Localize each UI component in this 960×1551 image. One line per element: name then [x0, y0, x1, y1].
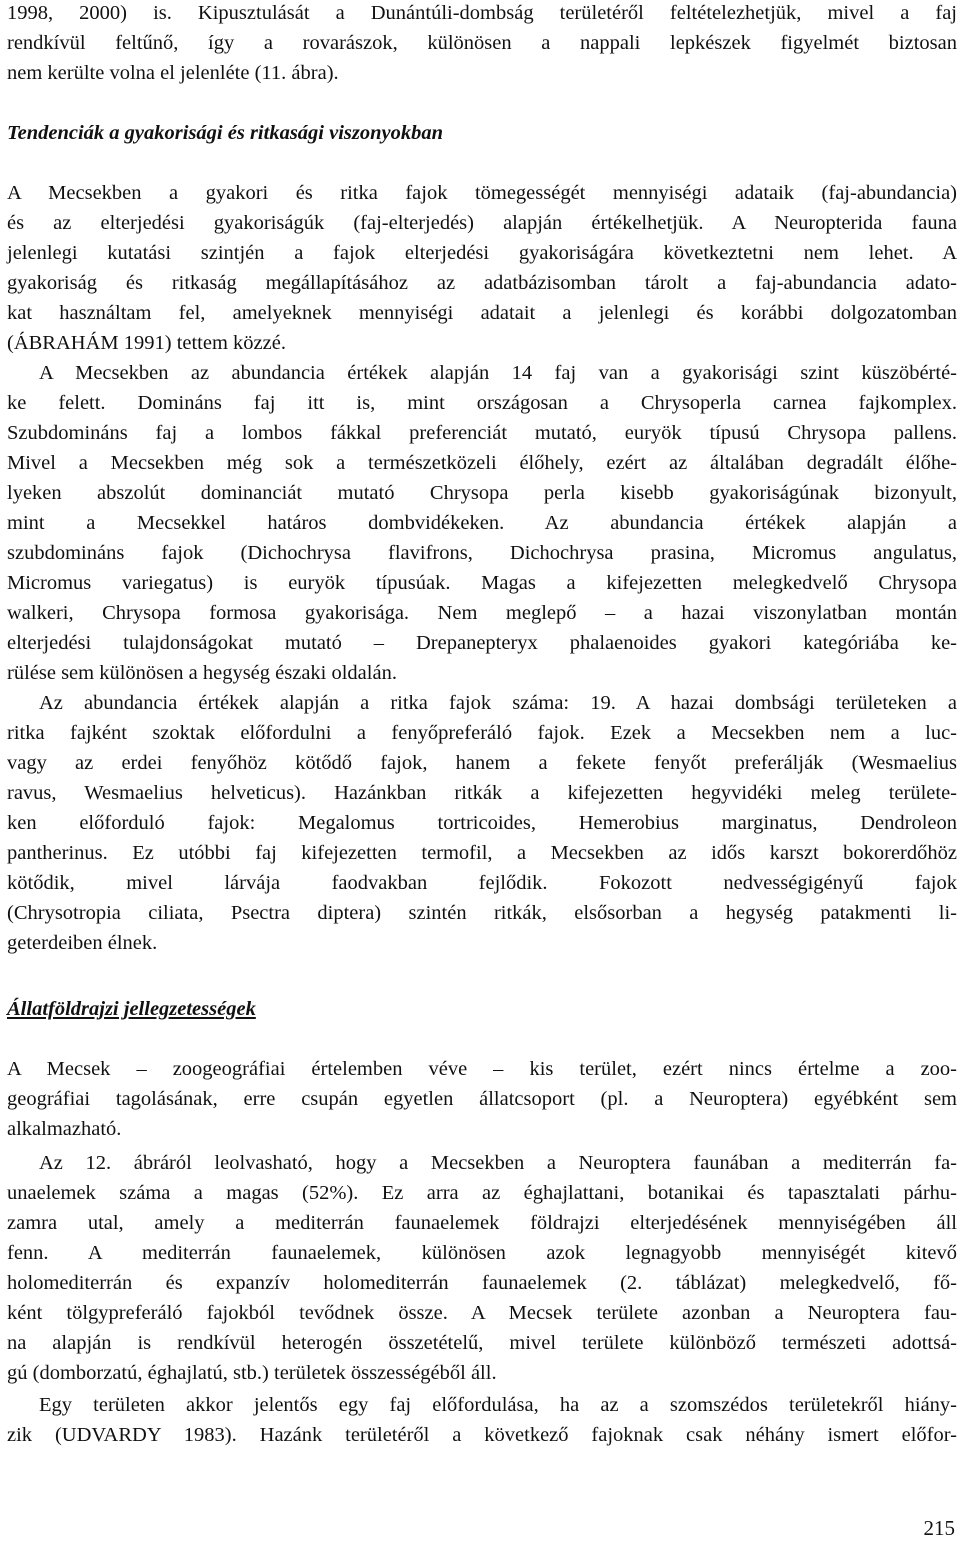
- text-line: Egy területen akkor jelentős egy faj előfordulása, ha az a szomszédos területekről hiány-: [39, 1394, 957, 1416]
- text-line: mint a Mecsekkel határos dombvidékeken. Az abundancia értékek alapján a: [7, 512, 957, 534]
- text-line: ke felett. Domináns faj itt is, mint országosan a Chrysoperla carnea fajkomplex.: [7, 392, 957, 414]
- text-line: A Mecsek – zoogeográfiai értelemben véve – kis terület, ezért nincs értelme a zoo-: [7, 1058, 957, 1080]
- text-line: rendkívül feltűnő, így a rovarászok, különösen a nappali lepkészek figyelmét biztosan: [7, 32, 957, 54]
- text-line: nem kerülte volna el jelenléte (11. ábra).: [7, 62, 339, 84]
- text-line: lyeken abszolút dominanciát mutató Chrysopa perla kisebb gyakoriságúnak bizonyult,: [7, 482, 957, 504]
- text-line: zamra utal, amely a mediterrán faunaelemek földrajzi elterjedésének mennyiségében áll: [7, 1212, 957, 1234]
- text-line: szubdomináns fajok (Dichochrysa flavifrons, Dichochrysa prasina, Micromus angulatus,: [7, 542, 957, 564]
- text-line: ként tölgypreferáló fajokból tevődnek össze. A Mecsek területe azonban a Neuroptera fau-: [7, 1302, 957, 1324]
- text-line: Mivel a Mecsekben még sok a természetközeli élőhely, ezért az általában degradált élőhe-: [7, 452, 957, 474]
- text-line: kat használtam fel, amelyeknek mennyiségi adatait a jelenlegi és korábbi dolgozatomban: [7, 302, 957, 324]
- text-line: Az 12. ábráról leolvasható, hogy a Mecsekben a Neuroptera faunában a mediterrán fa-: [39, 1152, 957, 1174]
- text-line: jelenlegi kutatási szintjén a fajok elterjedési gyakoriságára következtetni nem lehet. A: [7, 242, 957, 264]
- text-line: geográfiai tagolásának, erre csupán egyetlen állatcsoport (pl. a Neuroptera) egyébként sem: [7, 1088, 957, 1110]
- text-line: (Chrysotropia ciliata, Psectra diptera) szintén ritkák, elsősorban a hegység patakmenti li-: [7, 902, 957, 924]
- text-line: ken előforduló fajok: Megalomus tortricoides, Hemerobius marginatus, Dendroleon: [7, 812, 957, 834]
- text-line: elterjedési tulajdonságokat mutató – Drepanepteryx phalaenoides gyakori kategóriába ke-: [7, 632, 957, 654]
- text-line: geterdeiben élnek.: [7, 932, 158, 954]
- text-line: (ÁBRAHÁM 1991) tettem közzé.: [7, 332, 286, 354]
- text-line: unaelemek száma a magas (52%). Ez arra az éghajlattani, botanikai és tapasztalati párhu-: [7, 1182, 957, 1204]
- text-line: pantherinus. Ez utóbbi faj kifejezetten termofil, a Mecsekben az idős karszt bokorerdőhöz: [7, 842, 957, 864]
- text-line: zik (UDVARDY 1983). Hazánk területéről a következő fajoknak csak néhány ismert előfor-: [7, 1424, 957, 1446]
- text-line: gú (domborzatú, éghajlatú, stb.) területek összességéből áll.: [7, 1362, 497, 1384]
- text-line: ritka fajként szoktak előfordulni a fenyőpreferáló fajok. Ezek a Mecsekben nem a luc-: [7, 722, 957, 744]
- section-heading: Tendenciák a gyakorisági és ritkasági viszonyokban: [7, 122, 444, 144]
- page-number: 215: [923, 1516, 955, 1540]
- text-line: 1998, 2000) is. Kipusztulását a Dunántúli-dombság területéről feltételezhetjük, mivel a faj: [7, 2, 957, 24]
- section-heading: Állatföldrajzi jellegzetességek: [7, 998, 256, 1020]
- text-line: gyakoriság és ritkaság megállapításához az adatbázisomban tárolt a faj-abundancia adato-: [7, 272, 957, 294]
- text-line: A Mecsekben az abundancia értékek alapján 14 faj van a gyakorisági szint küszöbérté-: [39, 362, 957, 384]
- text-line: alkalmazható.: [7, 1118, 122, 1140]
- text-line: Szubdomináns faj a lombos fákkal preferenciát mutató, euryök típusú Chrysopa pallens.: [7, 422, 957, 444]
- text-line: ravus, Wesmaelius helveticus). Hazánkban ritkák a kifejezetten hegyvidéki meleg területe-: [7, 782, 957, 804]
- text-line: Az abundancia értékek alapján a ritka fajok száma: 19. A hazai dombsági területeken a: [39, 692, 957, 714]
- text-line: és az elterjedési gyakoriságúk (faj-elterjedés) alapján értékelhetjük. A Neuropterida fauna: [7, 212, 957, 234]
- text-line: na alapján is rendkívül heterogén összetételű, mivel területe különböző természeti adottsá-: [7, 1332, 957, 1354]
- text-line: walkeri, Chrysopa formosa gyakorisága. Nem meglepő – a hazai viszonylatban montán: [7, 602, 957, 624]
- text-line: rülése sem különösen a hegység északi oldalán.: [7, 662, 397, 684]
- text-line: A Mecsekben a gyakori és ritka fajok tömegességét mennyiségi adataik (faj-abundancia): [7, 182, 957, 204]
- text-line: holomediterrán és expanzív holomediterrán faunaelemek (2. táblázat) melegkedvelő, fő-: [7, 1272, 957, 1294]
- text-line: kötődik, mivel lárvája faodvakban fejlődik. Fokozott nedvességigényű fajok: [7, 872, 957, 894]
- text-line: Micromus variegatus) is euryök típusúak. Magas a kifejezetten melegkedvelő Chrysopa: [7, 572, 957, 594]
- text-line: fenn. A mediterrán faunaelemek, különösen azok legnagyobb mennyiségét kitevő: [7, 1242, 957, 1264]
- text-line: vagy az erdei fenyőhöz kötődő fajok, hanem a fekete fenyőt preferálják (Wesmaelius: [7, 752, 957, 774]
